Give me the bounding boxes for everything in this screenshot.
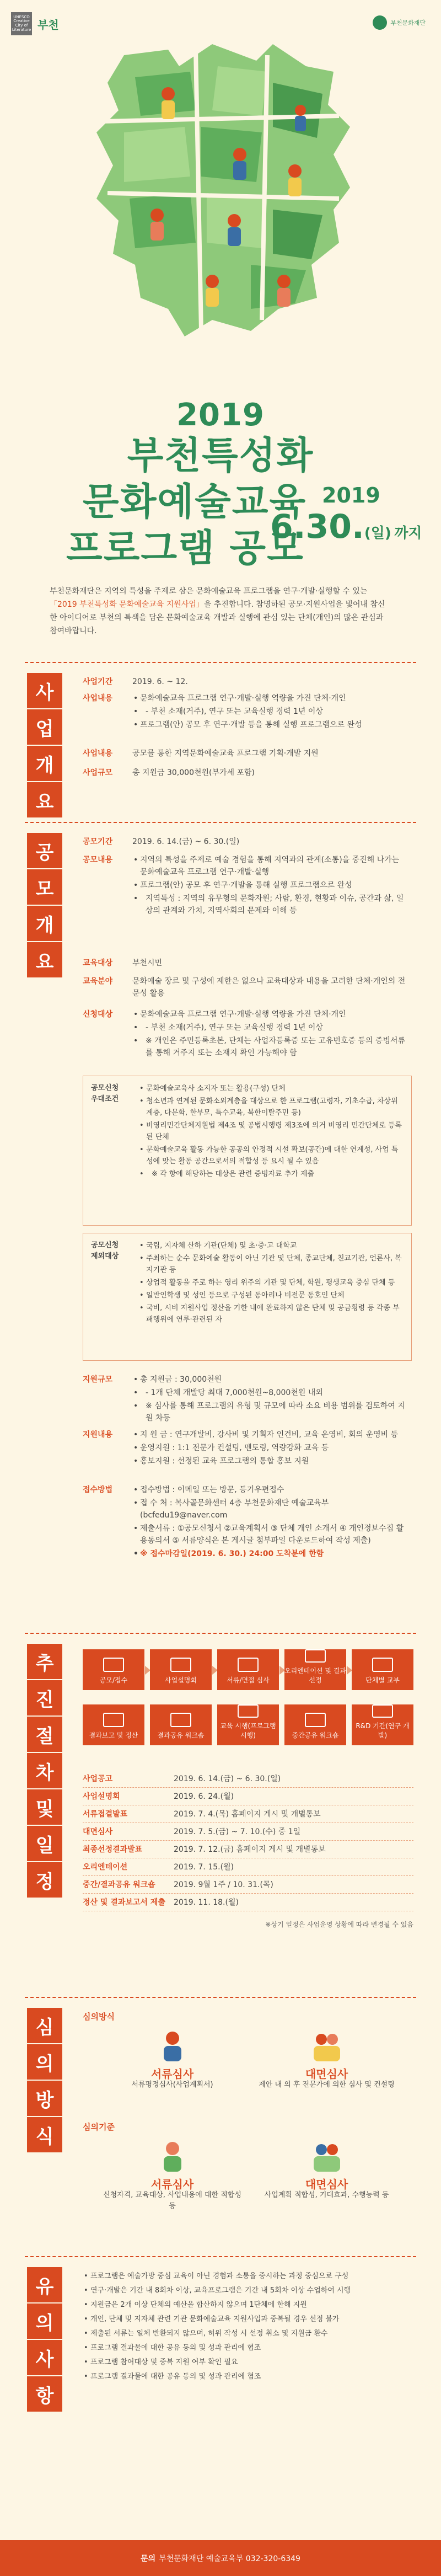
schedule-value: 2019. 7. 4.(목) 홈페이지 게시 및 개별통보	[174, 1810, 321, 1819]
schedule-key: 사업설명회	[83, 1792, 120, 1801]
divider	[25, 662, 416, 663]
footer-contact	[0, 2540, 441, 2576]
list-item: • 총 지원금 : 30,000천원	[132, 1373, 408, 1386]
table-row	[83, 1771, 413, 1788]
map-illustration	[74, 33, 372, 342]
intro-highlight: 「2019 부천특성화 문화예술교육 지원사업」	[50, 600, 204, 609]
review-card-title: 서류심사	[150, 2178, 194, 2191]
list-item: • 제출서류 : ①공모신청서 ②교육계획서 ③ 단체 개인 소개서 ④ 개인정보수집 활용동의서 ⑤ 서류양식은 본 게시글 첨부파일 다운로드하여 작성 제출)	[132, 1522, 408, 1547]
list-item: • 문화예술교육사 소지자 또는 활용(구성) 단체	[138, 1083, 403, 1094]
step-icon	[372, 1658, 393, 1672]
list-item: • 주최하는 순수 문화예술 활동이 아닌 기관 및 단체, 종교단체, 친교기관, 언론사, 복지기관 등	[138, 1253, 403, 1276]
step-icon	[372, 1704, 393, 1718]
list-item: • - 부천 소재(거주), 연구 또는 교육실행 경력 1년 이상	[132, 1022, 408, 1034]
divider	[25, 822, 416, 823]
list-item: • 프로그램(안) 공모 후 연구·개발을 통해 실행 프로그램으로 완성	[132, 879, 408, 891]
process-step	[352, 1649, 413, 1690]
side-char: 식	[27, 2117, 62, 2152]
step-label: 단체별 교부	[365, 1676, 400, 1684]
list-item: • 문화예술교육 프로그램 연구·개발·실행 역량을 가진 단체·개인	[132, 1008, 408, 1020]
step-icon	[103, 1713, 124, 1727]
step-label: R&D 기간(연구 개발)	[356, 1722, 410, 1739]
process-section	[25, 1633, 416, 1980]
side-char: 유	[27, 2267, 62, 2302]
exclusion-title-line: 공모신청	[91, 1241, 119, 1249]
list-item: • 제출된 서류는 일체 반환되지 않으며, 허위 작성 시 선정 취소 및 지원금 환수	[83, 2327, 411, 2340]
unesco-logo: UNESCO Creative City of Literature	[11, 12, 32, 35]
review-card-title: 서류심사	[150, 2067, 194, 2081]
foundation-name: 부천문화재단	[390, 19, 426, 26]
overview-side-label	[25, 673, 64, 819]
list-item: • - 부천 소재(거주), 연구 또는 교육실행 경력 1년 이상	[132, 706, 408, 718]
submit-deadline-note: • ※ 접수마감일(2019. 6. 30.) 24:00 도착분에 한함	[132, 1548, 408, 1560]
process-step	[217, 1649, 279, 1690]
table-row	[83, 1788, 413, 1805]
step-icon	[305, 1649, 326, 1663]
review-method-card	[102, 2027, 243, 2091]
side-char: 요	[27, 942, 62, 977]
side-char: 사	[27, 2340, 62, 2375]
notes-section	[25, 2256, 416, 2521]
process-step	[83, 1649, 144, 1690]
priority-box	[83, 1076, 412, 1226]
review-section	[25, 1997, 416, 2240]
side-char: 일	[27, 1826, 62, 1861]
side-char: 업	[27, 709, 62, 745]
list-item: • 비영리민간단체지원법 제4조 및 공법시행령 제3조에 의거 비영리 민간단체로 등록된 단체	[138, 1120, 403, 1143]
exclusion-list	[138, 1240, 403, 1327]
step-label: 사업설명회	[165, 1676, 197, 1684]
table-row	[83, 1841, 413, 1858]
side-char: 추	[27, 1644, 62, 1679]
review-card-title: 대면심사	[305, 2067, 348, 2081]
review-card-desc: 사업계획 적합성, 기대효과, 수행능력 등	[264, 2191, 389, 2199]
contest-row-eligibility	[83, 1008, 408, 1060]
list-item: • 프로그램(안) 공모 후 연구·개발 등을 통해 실행 프로그램으로 완성	[132, 719, 408, 731]
contest-row-field	[83, 975, 408, 1000]
schedule-value: 2019. 9월 1주 / 10. 31.(목)	[174, 1880, 273, 1889]
side-char: 사	[27, 673, 62, 708]
schedule-key: 대면심사	[83, 1827, 113, 1836]
side-char: 차	[27, 1753, 62, 1788]
intro-text-after: 을 추진합니다. 참명하된 공모·지원사업을 빛어내 참신한 아이디어로 부천의 특색을 담은 문화예술교육 개발과 실행에 관심 있는 단체(개인)의 많은 관심과 참여바랍니다.	[50, 600, 385, 635]
list-item: • 프로그램 참여대상 및 중복 지원 여부 확인 필요	[83, 2356, 411, 2369]
contest-row-target	[83, 957, 408, 969]
priority-title	[91, 1083, 135, 1105]
side-char: 요	[27, 782, 62, 817]
schedule-value: 2019. 7. 15.(월)	[174, 1863, 234, 1872]
contest-row-content	[83, 854, 408, 918]
interview-icon	[309, 2137, 345, 2173]
footer-text: 부천문화재단 예술교육부 032-320-6349	[159, 2554, 300, 2563]
row-label: 지원내용	[83, 1430, 113, 1439]
row-value	[132, 1373, 408, 1425]
contest-row-scale	[83, 1373, 408, 1425]
row-value	[132, 692, 408, 732]
divider	[25, 1997, 416, 1998]
row-value: 2019. 6. 14.(금) ~ 6. 30.(일)	[132, 837, 240, 846]
priority-title-line: 우대조건	[91, 1095, 119, 1103]
review-criteria-card	[256, 2137, 397, 2201]
review-card-desc: 제안 내 의 후 전문가에 의한 심사 및 컨설팅	[259, 2081, 395, 2089]
process-step	[83, 1704, 144, 1745]
exclusion-title-line: 제외대상	[91, 1252, 119, 1260]
contest-side-label	[25, 833, 64, 979]
document-icon	[155, 2137, 190, 2173]
list-item: • 접 수 처 : 복사골문화센터 4층 부천문화재단 예술교육부 (bcfedu19@naver.com	[132, 1497, 408, 1521]
divider	[25, 1633, 416, 1634]
overview-section	[25, 662, 416, 813]
schedule-table	[83, 1771, 413, 1953]
row-label: 교육분야	[83, 977, 113, 986]
step-label: 결과공유 워크숍	[157, 1731, 205, 1739]
row-label: 사업내용	[83, 749, 113, 758]
side-char: 의	[27, 2304, 62, 2339]
footer-label: 문의	[141, 2554, 156, 2563]
review-card-desc: 신청자격, 교육대상, 사업내용에 대한 적합성 등	[103, 2191, 241, 2210]
intro-section	[0, 552, 441, 645]
list-item: • 접수방법 : 이메일 또는 방문, 등기우편접수	[132, 1484, 408, 1496]
table-row	[83, 1894, 413, 1911]
hero-title-line-1: 부천특성화	[127, 434, 314, 478]
row-value: 문화예술 장르 및 구성에 제한은 없으나 교육대상과 내용을 고려한 단체·개인의 전문성 활용	[132, 977, 406, 998]
step-icon	[103, 1658, 124, 1672]
overview-row-scope	[83, 747, 408, 760]
deadline-day: (일)	[364, 525, 391, 542]
step-icon	[238, 1704, 259, 1718]
process-step	[284, 1704, 346, 1745]
schedule-value: 2019. 7. 12.(금) 홈페이지 게시 및 개별통보	[174, 1845, 326, 1854]
row-value	[132, 1429, 408, 1468]
contest-row-submit	[83, 1484, 408, 1561]
process-step	[284, 1649, 346, 1690]
schedule-value: 2019. 6. 14.(금) ~ 6. 30.(일)	[174, 1775, 281, 1783]
list-item: • 지역특성 : 지역의 유무형의 문화자원; 사람, 환경, 현황과 이슈, 공간과 삶, 일상의 관계와 가치, 지역사회의 문제와 이해 등	[132, 892, 408, 917]
row-value: 공모를 통한 지역문화예술교육 프로그램 기획·개발 지원	[132, 749, 319, 758]
list-item: • ※ 심사를 통해 프로그램의 유형 및 규모에 따라 소요 비용 범위를 검토하여 지원 차등	[132, 1400, 408, 1424]
row-label: 사업기간	[83, 677, 113, 686]
side-char: 공	[27, 833, 62, 868]
reviewer-icon	[309, 2027, 345, 2062]
list-item: • 청소년과 연계된 문화소외계층을 대상으로 한 프로그램(고령자, 기초수급, 차상위계층, 다문화, 한부모, 특수교육, 북한이탈주민 등)	[138, 1095, 403, 1119]
schedule-key: 중간/결과공유 워크숍	[83, 1880, 155, 1889]
notes-side-label	[25, 2267, 64, 2413]
schedule-value: 2019. 11. 18.(월)	[174, 1898, 239, 1907]
review-criteria-card	[102, 2137, 243, 2212]
review-card-desc: 서류평정심사(사업계획서)	[131, 2081, 213, 2089]
list-item: • 프로그램은 예술가방 중심 교육이 아닌 경험과 소통을 중시하는 과정 중심으로 구성	[83, 2270, 411, 2283]
list-item: • - 1개 단체 개발당 최대 7,000천원~8,000천원 내외	[132, 1387, 408, 1399]
list-item: • 지원금은 2개 이상 단체의 예산을 합산하지 않으며 1단체에 한해 지원	[83, 2299, 411, 2312]
schedule-key: 최종선정결과발표	[83, 1845, 143, 1854]
step-icon	[170, 1713, 191, 1727]
deadline-year: 2019	[322, 483, 380, 507]
row-value	[132, 1008, 408, 1060]
list-item: • 프로그램 결과물에 대한 공유 동의 및 성과 관리에 협조	[83, 2370, 411, 2383]
overview-row-period	[83, 676, 408, 688]
schedule-key: 정산 및 결과보고서 제출	[83, 1898, 165, 1907]
list-item: • 지 원 금 : 연구개발비, 강사비 및 기획자 인건비, 교육 운영비, 회의 운영비 등	[132, 1429, 408, 1441]
foundation-logo	[373, 15, 426, 30]
side-char: 정	[27, 1862, 62, 1898]
side-char: 의	[27, 2044, 62, 2080]
step-icon	[305, 1713, 326, 1727]
row-value	[132, 854, 408, 918]
list-item: • 문화예술교육 활동 가능한 공공의 안정적 시설 확보(공간)에 대한 연계성, 사업 특성에 맞는 활동 공간으로서의 적합성 등 요시 될 수 있음	[138, 1144, 403, 1167]
row-label: 지원규모	[83, 1375, 113, 1384]
process-side-label	[25, 1644, 64, 1899]
row-label: 교육대상	[83, 959, 113, 968]
review-side-label	[25, 2008, 64, 2153]
step-icon	[170, 1658, 191, 1672]
intro-text-before: 부천문화재단은 지역의 특성을 주제로 삼은 문화예술교육 프로그램을 연구·개발·실행할 수 있는	[50, 587, 368, 596]
table-row	[83, 1859, 413, 1876]
process-step	[352, 1704, 413, 1745]
side-char: 진	[27, 1680, 62, 1715]
schedule-key: 오리엔테이션	[83, 1863, 128, 1872]
row-label: 사업규모	[83, 768, 113, 777]
row-label: 공모내용	[83, 856, 113, 864]
list-item: • 연구·개발은 기간 내 8회차 이상, 교육프로그램은 기간 내 5회차 이상 수업하여 시행	[83, 2284, 411, 2297]
list-item: • ※ 개인은 주민등록초본, 단체는 사업자등록증 또는 고유번호증 등의 증빙서류를 통해 거주지 또는 소재지 확인 가능해야 함	[132, 1035, 408, 1059]
row-label: 신청대상	[83, 1010, 113, 1019]
side-char: 및	[27, 1789, 62, 1825]
exclusion-title	[91, 1240, 135, 1262]
schedule-key: 사업공고	[83, 1775, 113, 1783]
list-item: • ※ 각 항에 해당하는 대상은 관련 증빙자료 추가 제출	[138, 1168, 403, 1180]
step-label: 중간공유 워크숍	[292, 1731, 339, 1739]
process-step	[150, 1649, 212, 1690]
side-char: 개	[27, 906, 62, 941]
side-char: 개	[27, 746, 62, 781]
table-row	[83, 1824, 413, 1841]
list-item: • 홍보지원 : 선정된 교육 프로그램의 통합 홍보 지원	[132, 1455, 408, 1467]
divider	[25, 2256, 416, 2257]
hero-banner	[0, 0, 441, 570]
review-card-title: 대면심사	[305, 2178, 348, 2191]
side-char: 항	[27, 2376, 62, 2412]
reviewer-icon	[155, 2027, 190, 2062]
side-char: 심	[27, 2008, 62, 2043]
schedule-note: ※상기 일정은 사업운영 상황에 따라 변경될 수 있음	[265, 1921, 413, 1928]
process-step	[150, 1704, 212, 1745]
step-label: 교육 시행(프로그램 시행)	[220, 1722, 276, 1739]
review-method-card	[256, 2027, 397, 2091]
row-value: 부천시민	[132, 959, 163, 968]
list-item: • 문화예술교육 프로그램 연구·개발·실행 역량을 가진 단체·개인	[132, 692, 408, 704]
side-char: 절	[27, 1717, 62, 1752]
review-criteria-title: 심의기준	[83, 2122, 115, 2132]
list-item: • 지역의 특성을 주제로 예술 경험을 통해 지역과의 관계(소통)을 중진해 나가는 문화예술교육 프로그램 연구·개발·실행	[132, 854, 408, 878]
hero-year: 2019	[176, 397, 265, 433]
overview-row-content	[83, 692, 408, 732]
hero-title-line-2: 문화예술교육	[83, 480, 307, 524]
deadline-date: 6.30.	[270, 507, 364, 546]
list-item: • 국립, 지자체 산하 기관(단체) 및 초·중·고 대학교	[138, 1240, 403, 1252]
step-label: 공모/접수	[99, 1676, 128, 1684]
row-value: 총 지원금 30,000천원(부가세 포함)	[132, 768, 255, 777]
priority-title-line: 공모신청	[91, 1084, 119, 1092]
row-label: 사업내용	[83, 694, 113, 703]
city-brand-logo: 부천	[37, 18, 59, 31]
list-item: • 일반인학생 및 성인 등으로 구성된 동아리나 비전문 동호인 단체	[138, 1290, 403, 1301]
overview-row-budget	[83, 767, 408, 779]
logo-group	[11, 12, 59, 35]
row-label: 공모기간	[83, 837, 113, 846]
list-item: • 상업적 활동을 주로 하는 영리 위주의 기관 및 단체, 학원, 평생교육 중심 단체 등	[138, 1277, 403, 1289]
table-row	[83, 1806, 413, 1823]
schedule-key: 서류접결발표	[83, 1810, 128, 1819]
schedule-value: 2019. 7. 5.(금) ~ 7. 10.(수) 중 1일	[174, 1827, 301, 1836]
list-item: • 프로그램 결과물에 대한 공유 동의 및 성과 관리에 협조	[83, 2342, 411, 2355]
notes-list	[83, 2270, 411, 2385]
row-value: 2019. 6. ~ 12.	[132, 677, 188, 686]
side-char: 방	[27, 2081, 62, 2116]
list-item: • 개인, 단체 및 지자체 관련 기관 문화예술교육 지원사업과 중복될 경우 선정 불가	[83, 2313, 411, 2326]
row-label: 접수방법	[83, 1485, 113, 1494]
process-step	[217, 1704, 279, 1745]
step-label: 결과보고 및 정산	[89, 1731, 138, 1739]
contest-row-support	[83, 1429, 408, 1468]
list-item: • 국비, 시비 지원사업 정산을 기한 내에 완료하지 않은 단체 및 공금횡령 등 각종 부패행위에 연루·관련된 자	[138, 1302, 403, 1326]
step-label: 오리엔테이션 및 결과 선정	[284, 1667, 346, 1684]
hero-title-line-3: 프로그램 공모	[66, 527, 304, 570]
contest-row-period	[83, 836, 408, 848]
row-value	[132, 1484, 408, 1561]
schedule-value: 2019. 6. 24.(월)	[174, 1792, 234, 1801]
exclusion-box	[83, 1233, 412, 1361]
list-item: • 운영지원 : 1:1 전문가 컨설팅, 멘토링, 역량강화 교육 등	[132, 1442, 408, 1454]
step-icon	[238, 1658, 259, 1672]
step-label: 서류/면접 심사	[227, 1676, 270, 1684]
side-char: 모	[27, 869, 62, 905]
review-method-title: 심의방식	[83, 2012, 115, 2022]
process-flow	[83, 1649, 413, 1760]
table-row	[83, 1877, 413, 1894]
deadline-suffix: 까지	[394, 525, 422, 542]
intro-text	[50, 585, 391, 638]
priority-list	[138, 1083, 403, 1181]
foundation-emblem-icon	[373, 15, 387, 30]
deadline-block	[270, 483, 422, 546]
contest-section	[25, 822, 416, 1594]
